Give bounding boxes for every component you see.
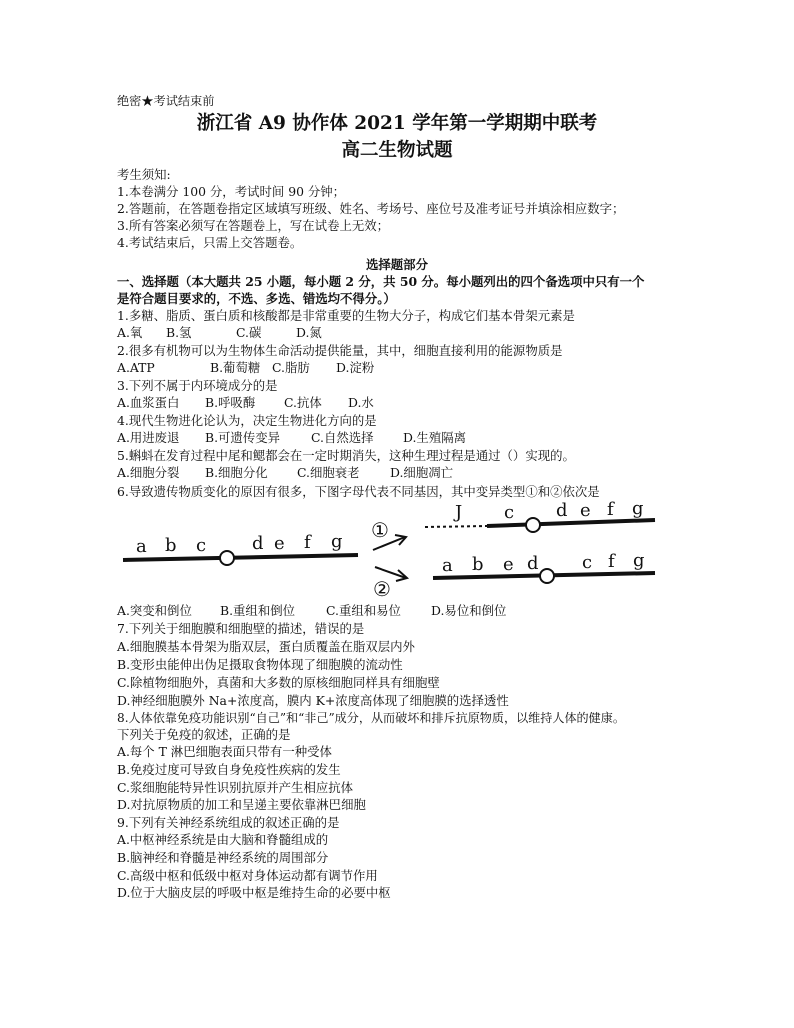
gene-label: g <box>632 500 644 519</box>
question-2-options <box>117 360 374 376</box>
gene-label: J <box>455 502 463 523</box>
question-9-stem: 9.下列有关神经系统组成的叙述正确的是 <box>117 815 340 830</box>
option-c: C.高级中枢和低级中枢对身体运动都有调节作用 <box>117 868 378 883</box>
question-4-options <box>117 430 466 446</box>
gene-label: a <box>442 555 453 576</box>
question-5-stem: 5.蝌蚪在发育过程中尾和鳃都会在一定时期消失，这种生理过程是通过（）实现的。 <box>117 448 575 463</box>
section-instructions-cont: 是符合题目要求的，不选、多选、错选均不得分。） <box>117 291 396 306</box>
question-3-stem: 3.下列不属于内环境成分的是 <box>117 378 278 393</box>
gene-label: c <box>582 552 593 573</box>
gene-label: b <box>472 554 484 575</box>
gene-label: b <box>165 535 177 556</box>
option-c: C.自然选择 <box>311 430 374 445</box>
result1-centromere <box>526 518 540 532</box>
question-1-stem: 1.多糖、脂质、蛋白质和核酸都是非常重要的生物大分子，构成它们基本骨架元素是 <box>117 308 575 323</box>
result1-chromosome-dotted <box>425 526 487 527</box>
option-a: A.细胞分裂 <box>117 465 180 480</box>
gene-label: c <box>196 535 207 556</box>
option-d: D.生殖隔离 <box>403 430 466 445</box>
option-b: B.免疫过度可导致自身免疫性疾病的发生 <box>117 762 341 777</box>
option-b: B.变形虫能伸出伪足摄取食物体现了细胞膜的流动性 <box>117 657 403 672</box>
question-5-options <box>117 465 453 481</box>
gene-label: f <box>607 500 614 520</box>
question-8-stem-cont: 下列关于免疫的叙述，正确的是 <box>117 727 291 742</box>
gene-label: g <box>633 550 645 571</box>
option-d: D.易位和倒位 <box>431 603 507 618</box>
question-2-stem: 2.很多有机物可以为生物体生命活动提供能量，其中，细胞直接利用的能源物质是 <box>117 343 563 358</box>
option-d: D.淀粉 <box>336 360 375 375</box>
option-a: A.每个 T 淋巴细胞表面只带有一种受体 <box>117 744 332 759</box>
option-a: A.血浆蛋白 <box>117 395 180 410</box>
gene-label: e <box>274 533 285 554</box>
option-c: C.脂肪 <box>272 360 310 375</box>
original-centromere <box>220 551 234 565</box>
question-4-stem: 4.现代生物进化论认为，决定生物进化方向的是 <box>117 413 377 428</box>
option-b: B.脑神经和脊髓是神经系统的周围部分 <box>117 850 329 865</box>
section-instructions: 一、选择题（本大题共 25 小题，每小题 2 分，共 50 分。每小题列出的四个备选项中只有一个 <box>117 274 645 289</box>
gene-label: d <box>556 500 568 521</box>
gene-label: c <box>504 502 515 523</box>
option-a: A.ATP <box>117 360 155 375</box>
variation-mark-1: ① <box>371 518 389 542</box>
option-a: A.中枢神经系统是由大脑和脊髓组成的 <box>117 832 329 847</box>
option-d: D.水 <box>348 395 374 410</box>
exam-subtitle: 高二生物试题 <box>341 140 453 161</box>
option-b: B.细胞分化 <box>205 465 268 480</box>
option-c: C.抗体 <box>284 395 322 410</box>
notice-item: 1.本卷满分 100 分，考试时间 90 分钟； <box>117 184 346 199</box>
question-1-options <box>117 325 322 341</box>
question-7-stem: 7.下列关于细胞膜和细胞壁的描述，错误的是 <box>117 621 365 636</box>
variation-mark-2: ② <box>373 577 391 600</box>
chromosome-variation-figure <box>115 500 660 600</box>
option-b: B.氢 <box>166 325 192 340</box>
question-3-options <box>117 395 374 411</box>
gene-label: g <box>331 531 343 552</box>
option-d: D.对抗原物质的加工和呈递主要依靠淋巴细胞 <box>117 797 366 812</box>
notice-heading: 考生须知: <box>117 167 171 182</box>
gene-label: d <box>527 553 539 574</box>
notice-item: 3.所有答案必须写在答题卷上，写在试卷上无效； <box>117 218 390 233</box>
question-8-stem: 8.人体依靠免疫功能识别“自己”和“非己”成分，从而破坏和排斥抗原物质，以维持人体的健康。 <box>117 711 625 725</box>
option-c: C.重组和易位 <box>326 603 401 618</box>
option-d: D.神经细胞膜外 Na+浓度高，膜内 K+浓度高体现了细胞膜的选择透性 <box>117 693 509 708</box>
option-a: A.细胞膜基本骨架为脂双层，蛋白质覆盖在脂双层内外 <box>117 639 415 654</box>
option-b: B.重组和倒位 <box>220 603 295 618</box>
option-b: B.呼吸酶 <box>205 395 256 410</box>
gene-label: e <box>503 554 514 575</box>
part-title: 选择题部分 <box>366 257 428 272</box>
option-d: D.位于大脑皮层的呼吸中枢是维持生命的必要中枢 <box>117 885 391 900</box>
exam-title: 浙江省 A9 协作体 2021 学年第一学期期中联考 <box>196 113 598 134</box>
gene-label: d <box>252 533 264 554</box>
original-chromosome-bar <box>123 555 358 560</box>
option-d: D.细胞凋亡 <box>390 465 453 480</box>
option-c: C.细胞衰老 <box>297 465 360 480</box>
option-d: D.氮 <box>296 325 322 340</box>
confidential-mark: 绝密★考试结束前 <box>117 94 215 108</box>
question-6-options <box>117 603 506 619</box>
result2-centromere <box>540 569 554 583</box>
gene-label: f <box>608 551 615 572</box>
gene-label: e <box>580 500 591 521</box>
question-6-stem: 6.导致遗传物质变化的原因有很多，下图字母代表不同基因，其中变异类型①和②依次是 <box>117 484 600 499</box>
option-a: A.氧 <box>117 325 143 340</box>
option-a: A.用进废退 <box>117 430 180 445</box>
option-a: A.突变和倒位 <box>117 603 192 618</box>
option-b: B.可遗传变异 <box>205 430 280 445</box>
option-c: C.除植物细胞外，真菌和大多数的原核细胞同样具有细胞壁 <box>117 675 440 690</box>
gene-label: a <box>136 536 147 557</box>
option-c: C.浆细胞能特异性识别抗原并产生相应抗体 <box>117 780 354 795</box>
option-c: C.碳 <box>236 325 262 340</box>
gene-label: f <box>304 532 311 553</box>
option-b: B.葡萄糖 <box>210 360 261 375</box>
notice-item: 4.考试结束后，只需上交答题卷。 <box>117 235 303 250</box>
notice-item: 2.答题前，在答题卷指定区域填写班级、姓名、考场号、座位号及准考证号并填涂相应数字； <box>117 201 625 216</box>
